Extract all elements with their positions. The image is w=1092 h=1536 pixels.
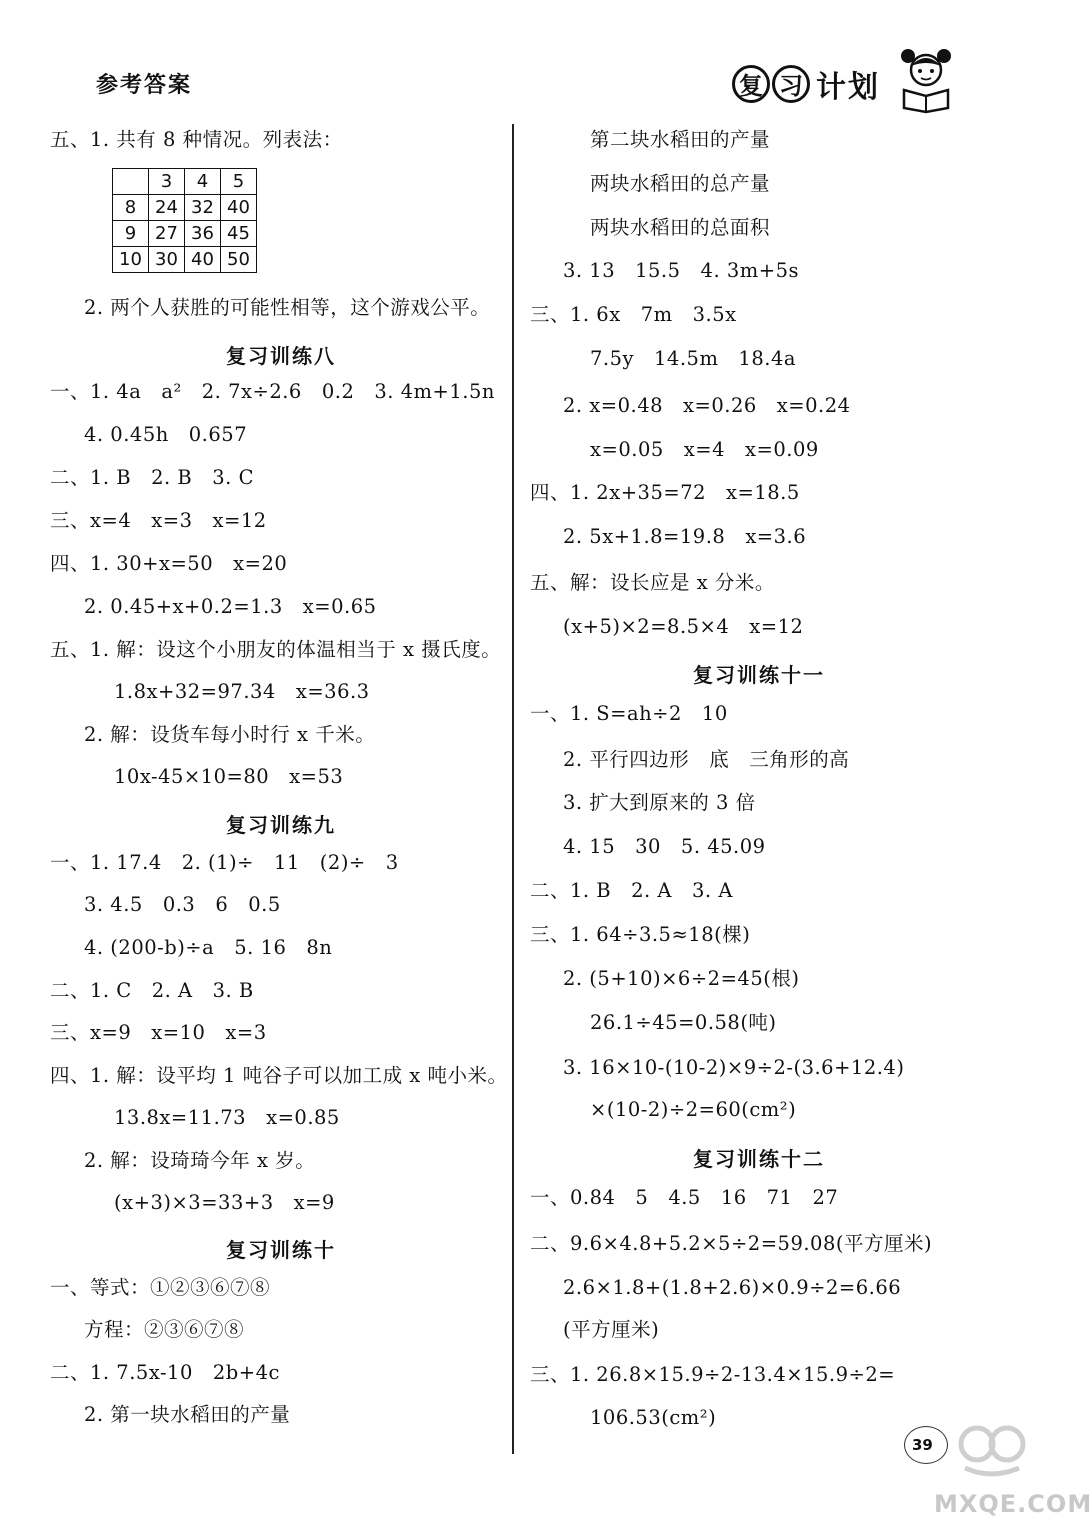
answer-line: 四、1. 2x+35=72 x=18.5 — [530, 481, 800, 504]
table-row — [113, 221, 257, 247]
answer-line: (x+5)×2=8.5×4 x=12 — [563, 615, 804, 638]
answer-line: 2. 5x+1.8=19.8 x=3.6 — [563, 525, 807, 548]
section-heading: 复习训练十一 — [693, 663, 825, 687]
answer-line: (平方厘米) — [563, 1318, 660, 1341]
answer-line: 1.8x+32=97.34 x=36.3 — [114, 680, 370, 703]
answer-line: 2.6×1.8+(1.8+2.6)×0.9÷2=6.66 — [563, 1276, 902, 1299]
answer-line: 2. (5+10)×6÷2=45(根) — [563, 967, 800, 990]
answer-line: 二、9.6×4.8+5.2×5÷2=59.08(平方厘米) — [530, 1232, 933, 1255]
column-divider — [512, 124, 514, 1454]
table-cell: 40 — [221, 195, 257, 221]
section-heading: 复习训练八 — [226, 344, 336, 368]
brand-char-rest: 计划 — [816, 70, 880, 105]
answer-line: 3. 扩大到原来的 3 倍 — [563, 791, 756, 814]
answer-line: 3. 16×10-(10-2)×9÷2-(3.6+12.4) — [563, 1056, 905, 1079]
answer-line: 三、x=4 x=3 x=12 — [50, 509, 267, 532]
answer-line: 二、1. B 2. B 3. C — [50, 466, 254, 489]
brand-char-1: 复 — [732, 65, 770, 103]
watermark-text: MXQE.COM — [934, 1490, 1092, 1518]
watermark-logo-icon — [955, 1418, 1029, 1482]
answer-line: 2. 解：设货车每小时行 x 千米。 — [84, 723, 376, 746]
answer-line: 一、1. 4a a² 2. 7x÷2.6 0.2 3. 4m+1.5n — [50, 380, 495, 403]
answer-line: 2. 平行四边形 底 三角形的高 — [563, 748, 850, 771]
cartoon-girl-reading-icon — [896, 46, 956, 112]
brand-char-2: 习 — [772, 65, 810, 103]
table-cell: 50 — [221, 247, 257, 273]
answer-line: 四、1. 30+x=50 x=20 — [50, 552, 288, 575]
section-heading: 复习训练十二 — [693, 1147, 825, 1171]
answer-line: 三、x=9 x=10 x=3 — [50, 1021, 267, 1044]
page-number: 39 — [912, 1436, 933, 1454]
answer-line: 二、1. 7.5x-10 2b+4c — [50, 1361, 280, 1384]
answer-line: 四、1. 解：设平均 1 吨谷子可以加工成 x 吨小米。 — [50, 1064, 508, 1087]
answer-line: 3. 4.5 0.3 6 0.5 — [84, 893, 281, 916]
answer-line: 第二块水稻田的产量 — [590, 128, 771, 151]
answer-line: 7.5y 14.5m 18.4a — [590, 347, 796, 370]
table-row — [113, 169, 257, 195]
answer-line: 4. 15 30 5. 45.09 — [563, 835, 766, 858]
answer-line: 两块水稻田的总面积 — [590, 216, 771, 239]
answer-line: 二、1. C 2. A 3. B — [50, 979, 254, 1002]
answer-line: 4. (200-b)÷a 5. 16 8n — [84, 936, 333, 959]
answer-line: ×(10-2)÷2=60(cm²) — [590, 1098, 797, 1121]
answer-key-title: 参考答案 — [96, 73, 193, 98]
answer-line: 五、1. 解：设这个小朋友的体温相当于 x 摄氏度。 — [50, 638, 502, 661]
answer-line: (x+3)×3=33+3 x=9 — [114, 1191, 335, 1214]
table-cell: 5 — [221, 169, 257, 195]
answer-line: 2. 第一块水稻田的产量 — [84, 1403, 291, 1426]
table-cell: 40 — [185, 247, 221, 273]
table-cell: 27 — [149, 221, 185, 247]
answer-line: 五、解：设长应是 x 分米。 — [530, 571, 775, 594]
answer-line: 五、1. 共有 8 种情况。列表法： — [50, 128, 343, 151]
answer-line: 10x-45×10=80 x=53 — [114, 765, 344, 788]
table-cell: 9 — [113, 221, 149, 247]
table-cell: 3 — [149, 169, 185, 195]
multiplication-table — [112, 168, 257, 273]
answer-line: 26.1÷45=0.58(吨) — [590, 1011, 777, 1034]
answer-line: 4. 0.45h 0.657 — [84, 423, 248, 446]
answer-line: 二、1. B 2. A 3. A — [530, 879, 733, 902]
table-cell: 10 — [113, 247, 149, 273]
answer-line: 一、1. S=ah÷2 10 — [530, 702, 728, 725]
section-heading: 复习训练九 — [226, 813, 336, 837]
answer-line: 13.8x=11.73 x=0.85 — [114, 1106, 340, 1129]
table-cell: 45 — [221, 221, 257, 247]
table-cell — [113, 169, 149, 195]
answer-line: 方程：②③⑥⑦⑧ — [84, 1318, 245, 1341]
answer-line: 2. 两个人获胜的可能性相等，这个游戏公平。 — [84, 296, 491, 319]
table-cell: 30 — [149, 247, 185, 273]
answer-line: 三、1. 64÷3.5≈18(棵) — [530, 923, 751, 946]
table-cell: 4 — [185, 169, 221, 195]
answer-line: 三、1. 6x 7m 3.5x — [530, 303, 737, 326]
answer-line: 3. 13 15.5 4. 3m+5s — [563, 259, 799, 282]
brand-logo — [732, 62, 880, 106]
answer-line: 一、1. 17.4 2. (1)÷ 11 (2)÷ 3 — [50, 851, 399, 874]
answer-line: 一、等式：①②③⑥⑦⑧ — [50, 1276, 271, 1299]
table-cell: 32 — [185, 195, 221, 221]
table-row — [113, 247, 257, 273]
answer-line: 2. 0.45+x+0.2=1.3 x=0.65 — [84, 595, 377, 618]
table-row — [113, 195, 257, 221]
table-cell: 36 — [185, 221, 221, 247]
table-cell: 8 — [113, 195, 149, 221]
answer-line: 2. x=0.48 x=0.26 x=0.24 — [563, 394, 851, 417]
section-heading: 复习训练十 — [226, 1238, 336, 1262]
answer-line: x=0.05 x=4 x=0.09 — [590, 438, 819, 461]
answer-line: 106.53(cm²) — [590, 1406, 717, 1429]
table-cell: 24 — [149, 195, 185, 221]
answer-line: 三、1. 26.8×15.9÷2-13.4×15.9÷2= — [530, 1363, 896, 1386]
answer-line: 2. 解：设琦琦今年 x 岁。 — [84, 1149, 316, 1172]
answer-line: 两块水稻田的总产量 — [590, 172, 771, 195]
answer-line: 一、0.84 5 4.5 16 71 27 — [530, 1186, 839, 1209]
